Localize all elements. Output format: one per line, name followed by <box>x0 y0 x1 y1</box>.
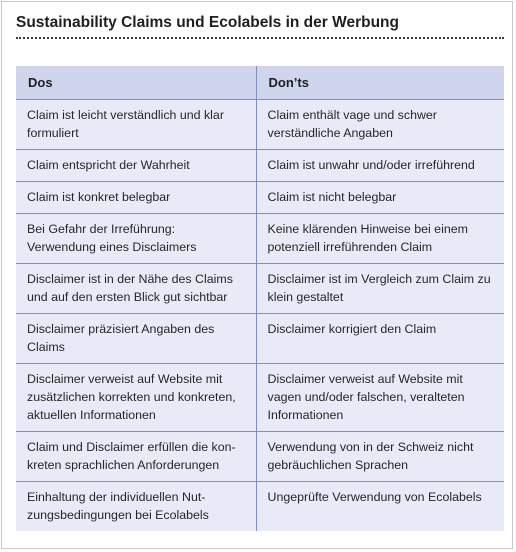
donts-cell: Claim ist nicht belegbar <box>256 182 504 214</box>
dos-cell: Einhaltung der individuellen Nut-zungsbedingungen bei Ecolabels <box>16 482 256 532</box>
header-donts: Don’ts <box>256 66 504 100</box>
title-block <box>16 14 504 39</box>
table-row <box>16 314 504 364</box>
dos-cell: Claim entspricht der Wahrheit <box>16 150 256 182</box>
donts-cell: Verwendung von in der Schweiz nicht gebräuchlichen Sprachen <box>256 432 504 482</box>
dos-donts-table-wrap <box>16 66 504 531</box>
table-row <box>16 100 504 150</box>
donts-cell: Ungeprüfte Verwendung von Ecolabels <box>256 482 504 532</box>
dos-cell: Disclaimer präzisiert Angaben des Claims <box>16 314 256 364</box>
donts-cell: Disclaimer verweist auf Website mit vagen und/oder falschen, veralteten Informationen <box>256 364 504 432</box>
dos-cell: Claim und Disclaimer erfüllen die kon-kreten sprachlichen Anforderungen <box>16 432 256 482</box>
dos-cell: Claim ist leicht verständlich und klar formuliert <box>16 100 256 150</box>
donts-cell: Disclaimer ist im Vergleich zum Claim zu klein gestaltet <box>256 264 504 314</box>
table-row <box>16 264 504 314</box>
donts-cell: Keine klärenden Hinweise bei einem potenziell irreführenden Claim <box>256 214 504 264</box>
table-header-row <box>16 66 504 100</box>
header-dos: Dos <box>16 66 256 100</box>
table-row <box>16 482 504 532</box>
table-row <box>16 432 504 482</box>
dos-donts-table <box>16 66 504 531</box>
donts-cell: Claim ist unwahr und/oder irreführend <box>256 150 504 182</box>
table-row <box>16 214 504 264</box>
table-row <box>16 150 504 182</box>
dos-cell: Disclaimer ist in der Nähe des Claims und auf den ersten Blick gut sichtbar <box>16 264 256 314</box>
donts-cell: Claim enthält vage und schwer verständliche Angaben <box>256 100 504 150</box>
page-title: Sustainability Claims und Ecolabels in der Werbung <box>16 14 399 31</box>
dos-cell: Disclaimer verweist auf Website mit zusätzlichen korrekten und konkreten, aktuellen Informationen <box>16 364 256 432</box>
table-row <box>16 182 504 214</box>
dos-cell: Bei Gefahr der Irreführung: Verwendung eines Disclaimers <box>16 214 256 264</box>
table-row <box>16 364 504 432</box>
dos-cell: Claim ist konkret belegbar <box>16 182 256 214</box>
donts-cell: Disclaimer korrigiert den Claim <box>256 314 504 364</box>
dotted-divider <box>16 37 504 39</box>
document-box <box>1 1 513 549</box>
